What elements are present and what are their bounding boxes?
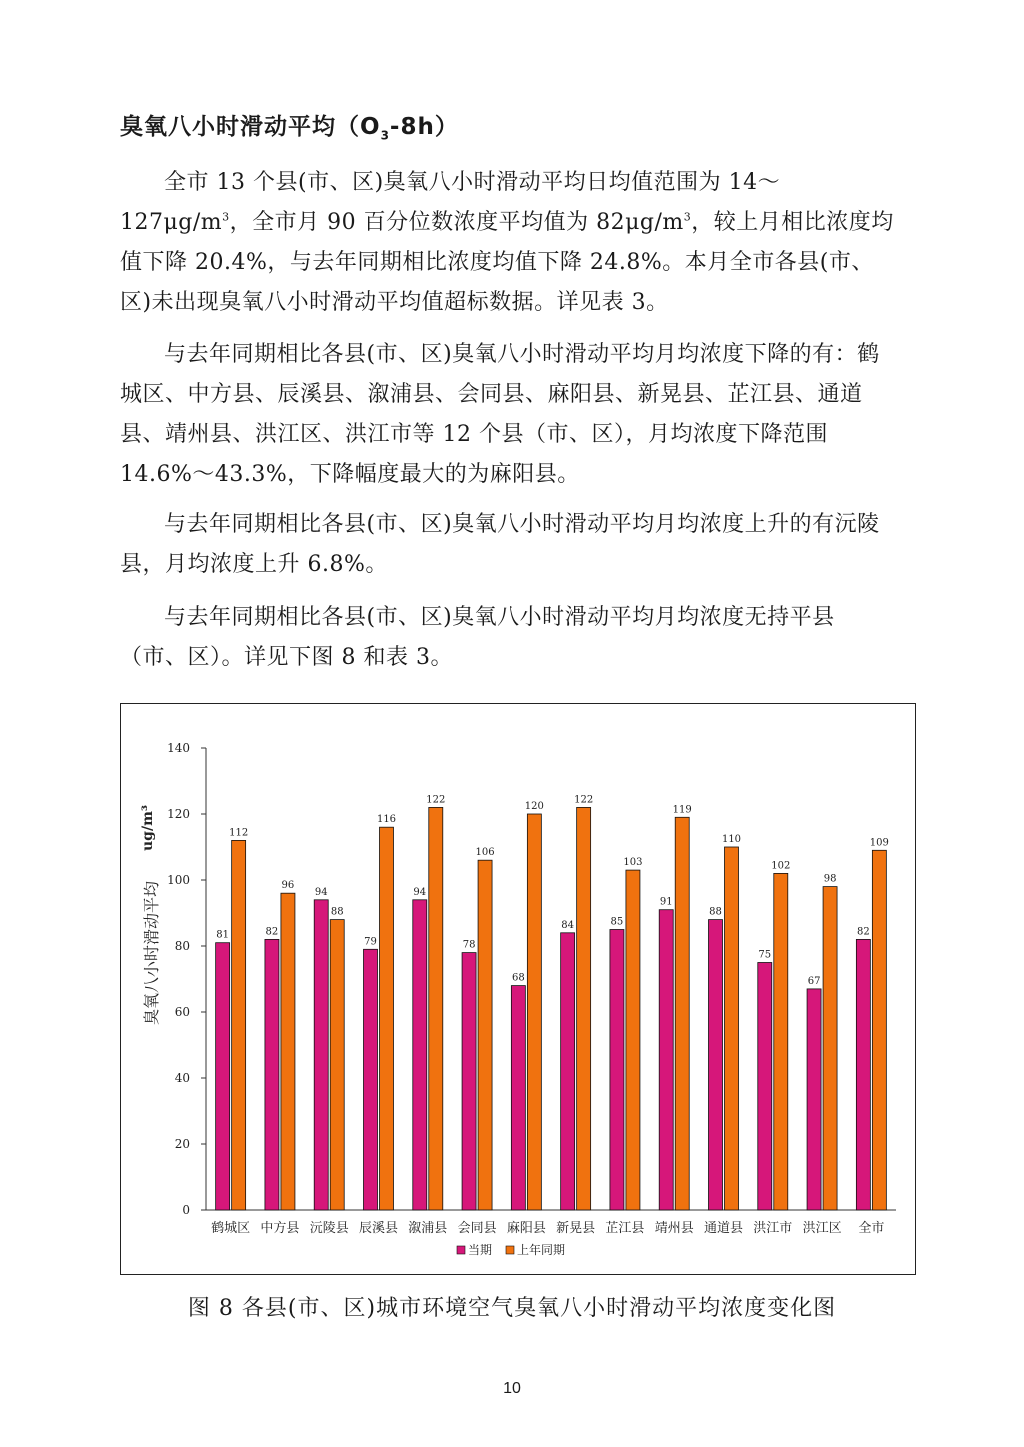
chart-frame: [120, 703, 916, 1275]
data-label: 94: [413, 886, 427, 898]
data-label: 88: [709, 906, 722, 918]
heading-subscript: 3: [380, 128, 390, 143]
data-label: 88: [330, 906, 344, 918]
legend-swatch: [506, 1246, 514, 1254]
bar-last-year: [281, 893, 295, 1210]
paragraph-1-a: 全市 13 个县(市、区)臭氧八小时滑动平均日均值范围为 14～127μg/m: [120, 170, 781, 235]
bar-last-year: [872, 850, 886, 1210]
y-axis-label: 臭氧八小时滑动平均: [142, 880, 161, 1026]
bar-last-year: [380, 827, 394, 1210]
data-label: 109: [869, 837, 889, 849]
data-label: 79: [364, 936, 377, 948]
bar-last-year: [774, 873, 788, 1210]
y-tick-label: 140: [167, 741, 190, 755]
data-label: 68: [511, 972, 525, 984]
bar-current: [709, 920, 723, 1210]
bar-last-year: [626, 870, 640, 1210]
data-label: 98: [823, 873, 837, 885]
bar-current: [610, 930, 624, 1211]
paragraph-3: 与去年同期相比各县(市、区)臭氧八小时滑动平均月均浓度上升的有沅陵县，月均浓度上升 6.8%。: [120, 512, 880, 577]
data-label: 122: [426, 794, 446, 806]
bar-last-year: [330, 920, 344, 1210]
x-tick-label: 芷江县: [605, 1221, 645, 1236]
x-tick-label: 辰溪县: [358, 1221, 399, 1236]
x-tick-label: 麻阳县: [506, 1221, 546, 1236]
y-tick-label: 20: [174, 1137, 190, 1151]
bar-last-year: [577, 807, 591, 1210]
bar-last-year: [823, 887, 837, 1210]
page-number: 10: [503, 1380, 521, 1397]
x-tick-label: 沅陵县: [309, 1221, 349, 1236]
x-tick-label: 全市: [858, 1221, 885, 1236]
legend-label: 当期: [468, 1243, 493, 1257]
legend-label: 上年同期: [517, 1243, 566, 1257]
x-tick-label: 洪江市: [753, 1221, 793, 1236]
paragraph-1: [120, 163, 900, 323]
data-label: 67: [807, 975, 821, 987]
y-tick-label: 120: [167, 807, 190, 821]
bar-last-year: [675, 817, 689, 1210]
bar-chart: [121, 704, 915, 1274]
bar-last-year: [232, 840, 246, 1210]
bar-current: [659, 910, 673, 1210]
y-axis-unit: ug/m³: [140, 804, 156, 852]
bar-current: [364, 949, 378, 1210]
bar-current: [856, 939, 870, 1210]
data-label: 91: [659, 896, 673, 908]
bar-current: [314, 900, 328, 1210]
paragraph-4: 与去年同期相比各县(市、区)臭氧八小时滑动平均月均浓度无持平县（市、区）。详见下图 8 和表 3。: [120, 605, 835, 670]
x-tick-label: 会同县: [457, 1221, 497, 1236]
bar-last-year: [725, 847, 739, 1210]
heading-tail: -8h）: [389, 114, 459, 140]
y-tick-label: 80: [174, 939, 190, 953]
data-label: 82: [265, 926, 279, 938]
paragraph-2: 与去年同期相比各县(市、区)臭氧八小时滑动平均月均浓度下降的有：鹤城区、中方县、辰溪县、溆浦县、会同县、麻阳县、新晃县、芷江县、通道县、靖州县、洪江区、洪江市等 12 个县（市、区），月均浓度下降范围 14.6%～43.3%，下降幅度最大的为麻阳县。: [120, 342, 880, 487]
legend-swatch: [457, 1246, 465, 1254]
data-label: 94: [314, 886, 328, 898]
bar-last-year: [478, 860, 492, 1210]
section-heading: [120, 108, 459, 143]
y-tick-label: 100: [167, 873, 190, 887]
data-label: 120: [524, 801, 544, 812]
data-label: 103: [623, 857, 643, 869]
data-label: 122: [574, 794, 594, 806]
data-label: 116: [376, 814, 397, 826]
y-tick-label: 60: [174, 1005, 190, 1019]
data-label: 78: [462, 939, 476, 951]
x-tick-label: 溆浦县: [408, 1221, 448, 1236]
data-label: 75: [758, 949, 772, 961]
paragraph-1-sup2: 3: [683, 210, 692, 224]
y-tick-label: 40: [174, 1071, 190, 1085]
data-label: 110: [721, 834, 742, 845]
data-label: 84: [561, 919, 575, 931]
x-tick-label: 中方县: [260, 1221, 300, 1236]
bar-last-year: [527, 814, 541, 1210]
data-label: 102: [771, 860, 791, 872]
data-label: 119: [672, 804, 692, 816]
x-tick-label: 鹤城区: [211, 1221, 251, 1236]
data-label: 106: [475, 847, 495, 859]
bar-current: [758, 963, 772, 1211]
data-label: 82: [856, 926, 870, 938]
bar-current: [462, 953, 476, 1210]
bar-current: [413, 900, 427, 1210]
bar-current: [265, 939, 279, 1210]
bar-current: [511, 986, 525, 1210]
x-tick-label: 新晃县: [556, 1221, 596, 1236]
paragraph-1-c: ，较上月相比浓度均值下降 20.4%，与去年同期相比浓度均值下降 24.8%。本月全市各县(市、区)未出现臭氧八小时滑动平均值超标数据。详见表 3。: [120, 210, 894, 315]
x-tick-label: 洪江区: [802, 1221, 842, 1236]
y-tick-label: 0: [182, 1203, 190, 1217]
bar-current: [807, 989, 821, 1210]
x-tick-label: 通道县: [703, 1221, 744, 1236]
bar-current: [561, 933, 575, 1210]
x-tick-label: 靖州县: [654, 1221, 694, 1236]
figure-caption: 图 8 各县(市、区)城市环境空气臭氧八小时滑动平均浓度变化图: [187, 1296, 837, 1321]
paragraph-1-b: ，全市月 90 百分位数浓度平均值为 82μg/m: [229, 210, 684, 235]
data-label: 112: [229, 827, 249, 839]
data-label: 81: [216, 929, 230, 941]
bar-current: [216, 943, 230, 1210]
heading-text: 臭氧八小时滑动平均（O: [120, 114, 381, 140]
data-label: 85: [610, 916, 624, 928]
bar-last-year: [429, 807, 443, 1210]
paragraph-1-sup1: 3: [222, 210, 230, 224]
data-label: 96: [281, 880, 295, 892]
